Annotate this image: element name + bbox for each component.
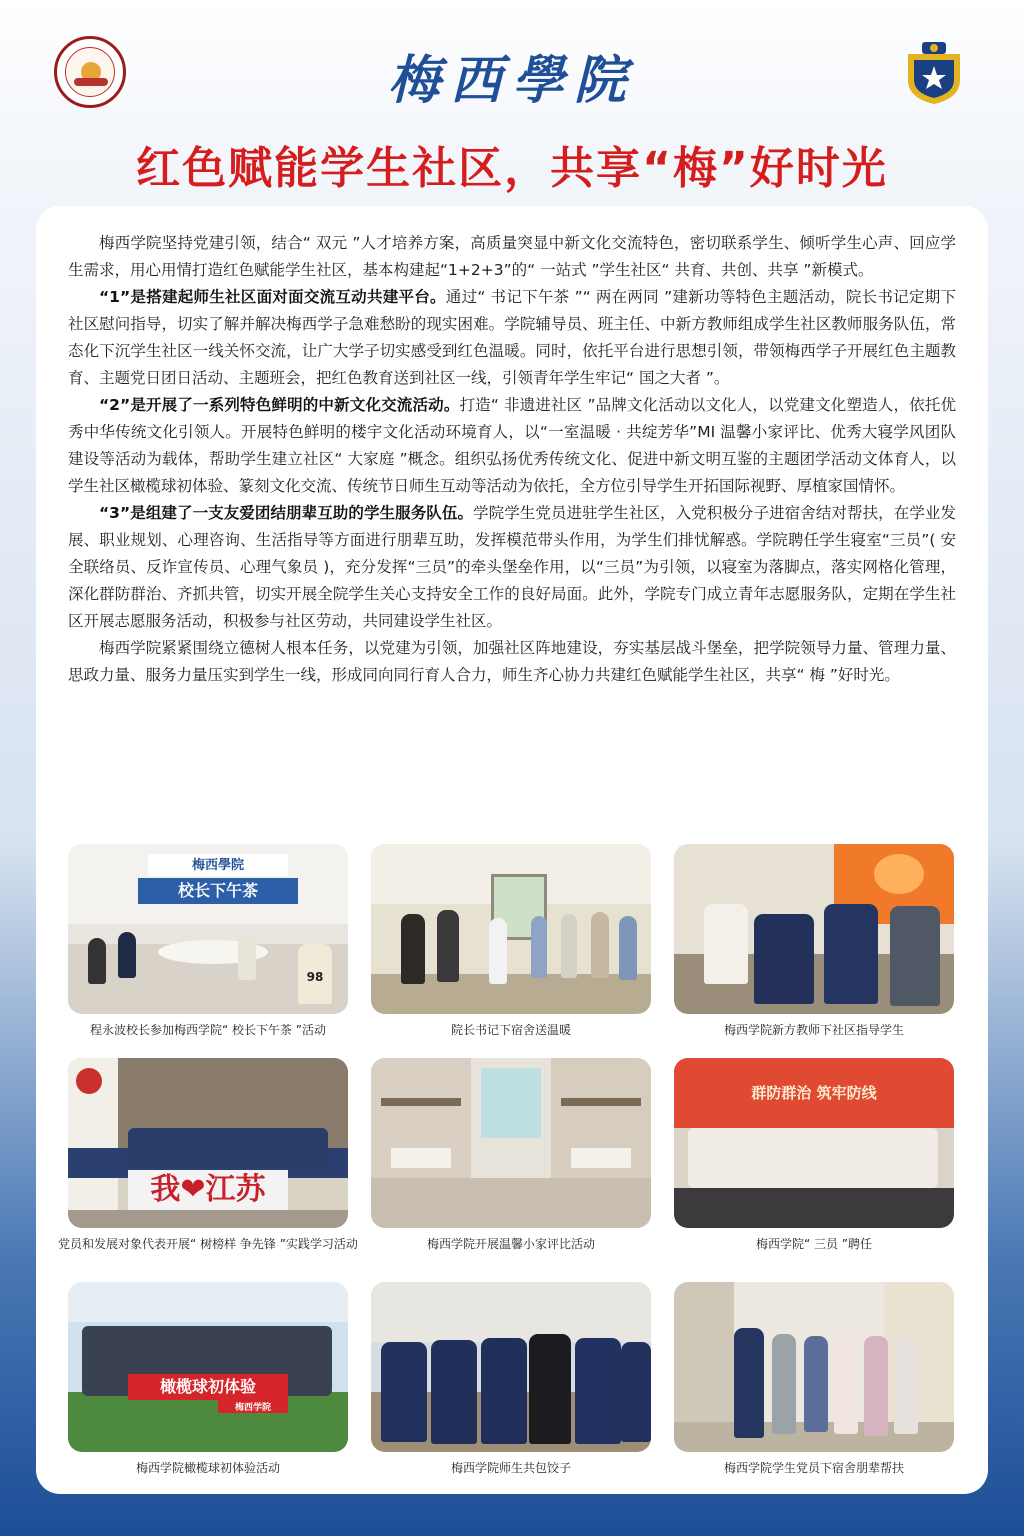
- paragraph-platform-body: 通过“ 书记下午茶 ”“ 两在两同 ”建新功等特色主题活动，院长书记定期下社区慰问指导，切实了解并解决梅西学子急难愁盼的现实困难。学院辅导员、班主任、中新方教师组成学生社区教师服务队伍，常态化下沉学生社区一线关怀交流，让广大学子切实感受到红色温暖。同时，依托平台进行思想引领，带领梅西学子开展红色主题教育、主题党日团日活动、主题班会，把红色教育送到社区一线，引领青年学生牢记“ 国之大者 ”。: [68, 288, 956, 387]
- massey-crest-icon: [904, 40, 964, 106]
- photo-dorm-contest: [371, 1058, 651, 1228]
- photo-dorm-visit: [371, 844, 651, 1014]
- paragraph-culture-body: 打造“ 非遗进社区 ”品牌文化活动以文化人，以党建文化塑造人，依托优秀中华传统文化引领人。开展特色鲜明的楼宇文化活动环境育人，以“一室温暖 · 共绽芳华”MI 温馨小家评比、优秀大寝学风团队建设等活动为载体，帮助学生建立社区“ 大家庭 ”概念。组织弘扬优秀传统文化、促进中新文明互鉴的主题团学活动文体育人，以学生社区橄榄球初体验、篆刻文化交流、传统节日师生互动等活动为依托，全方位引导学生开拓国际视野、厚植家国情怀。: [68, 396, 956, 495]
- photo-party-practice: [68, 1058, 348, 1228]
- photo-rugby-banner-sub: 梅西学院: [218, 1400, 288, 1413]
- caption-president-tea: 程永波校长参加梅西学院“ 校长下午茶 ”活动: [89, 1023, 327, 1037]
- photo-rugby: [68, 1282, 348, 1452]
- poster-title: 红色赋能学生社区，共享“梅”好时光: [136, 143, 888, 194]
- photo-teacher-guidance: [674, 844, 954, 1014]
- caption-party-practice: 党员和发展对象代表开展“ 树榜样 争先锋 ”实践学习活动: [58, 1237, 358, 1251]
- paragraph-culture-lead: “2”是开展了一系列特色鲜明的中新文化交流活动。: [99, 396, 460, 414]
- caption-teacher-guidance: 梅西学院新方教师下社区指导学生: [723, 1023, 904, 1037]
- caption-three-roles: 梅西学院“ 三员 ”聘任: [755, 1237, 873, 1251]
- photo-peer-support: [674, 1282, 954, 1452]
- photo-president-tea-shirt-number: 98: [306, 970, 324, 984]
- paragraph-platform-lead: “1”是搭建起师生社区面对面交流互动共建平台。: [99, 288, 446, 306]
- article-body: [68, 230, 956, 689]
- paragraph-service-team: [68, 500, 956, 635]
- photo-three-roles-banner: 群防群治 筑牢防线: [751, 1084, 877, 1102]
- paragraph-service-team-lead: “3”是组建了一支友爱团结朋辈互助的学生服务队伍。: [99, 504, 474, 522]
- paragraph-culture: [68, 392, 956, 500]
- paragraph-intro: 梅西学院坚持党建引领，结合“ 双元 ”人才培养方案，高质量突显中新文化交流特色，密切联系学生、倾听学生心声、回应学生需求，用心用情打造红色赋能学生社区，基本构建起“1+2+3”的“ 一站式 ”学生社区“ 共育、共创、共享 ”新模式。: [68, 234, 956, 279]
- caption-peer-support: 梅西学院学生党员下宿舍朋辈帮扶: [723, 1461, 904, 1475]
- photo-rugby-banner: 橄榄球初体验: [128, 1374, 288, 1400]
- college-wordmark: 梅西學院: [387, 50, 636, 111]
- photo-dumplings: [371, 1282, 651, 1452]
- paragraph-service-team-body: 学院学生党员进驻学生社区，入党积极分子进宿舍结对帮扶，在学业发展、职业规划、心理咨询、生活指导等方面进行朋辈互助，发挥模范带头作用，为学生们排忧解惑。学院聘任学生寝室“三员”( 安全联络员、反诈宣传员、心理气象员 )，充分发挥“三员”的牵头堡垒作用，以“三员”为引领，以寝室为落脚点，落实网格化管理，深化群防群治、齐抓共管，切实开展全院学生关心支持安全工作的良好局面。此外，学院专门成立青年志愿服务队，定期在学生社区开展志愿服务活动，积极参与社区劳动，共同建设学生社区。: [68, 504, 956, 630]
- photo-president-tea-sign: 梅西學院: [148, 854, 288, 876]
- university-emblem-icon: [54, 36, 126, 108]
- content-card: [36, 206, 988, 1494]
- page-header: [0, 0, 1024, 200]
- caption-dorm-visit: 院长书记下宿舍送温暖: [450, 1023, 571, 1037]
- caption-dorm-contest: 梅西学院开展温馨小家评比活动: [426, 1237, 595, 1251]
- photo-three-roles: [674, 1058, 954, 1228]
- caption-dumplings: 梅西学院师生共包饺子: [450, 1461, 571, 1475]
- photo-president-tea: [68, 844, 348, 1014]
- photo-president-tea-banner: 校长下午茶: [138, 878, 298, 904]
- paragraph-conclusion: 梅西学院紧紧围绕立德树人根本任务，以党建为引领，加强社区阵地建设，夯实基层战斗堡垒，把学院领导力量、管理力量、思政力量、服务力量压实到学生一线，形成同向同行育人合力，师生齐心协力共建红色赋能学生社区，共享“ 梅 ”好时光。: [68, 639, 956, 684]
- paragraph-platform: [68, 284, 956, 392]
- caption-rugby: 梅西学院橄榄球初体验活动: [135, 1461, 280, 1475]
- photo-party-practice-sign: 我❤江苏: [128, 1170, 288, 1210]
